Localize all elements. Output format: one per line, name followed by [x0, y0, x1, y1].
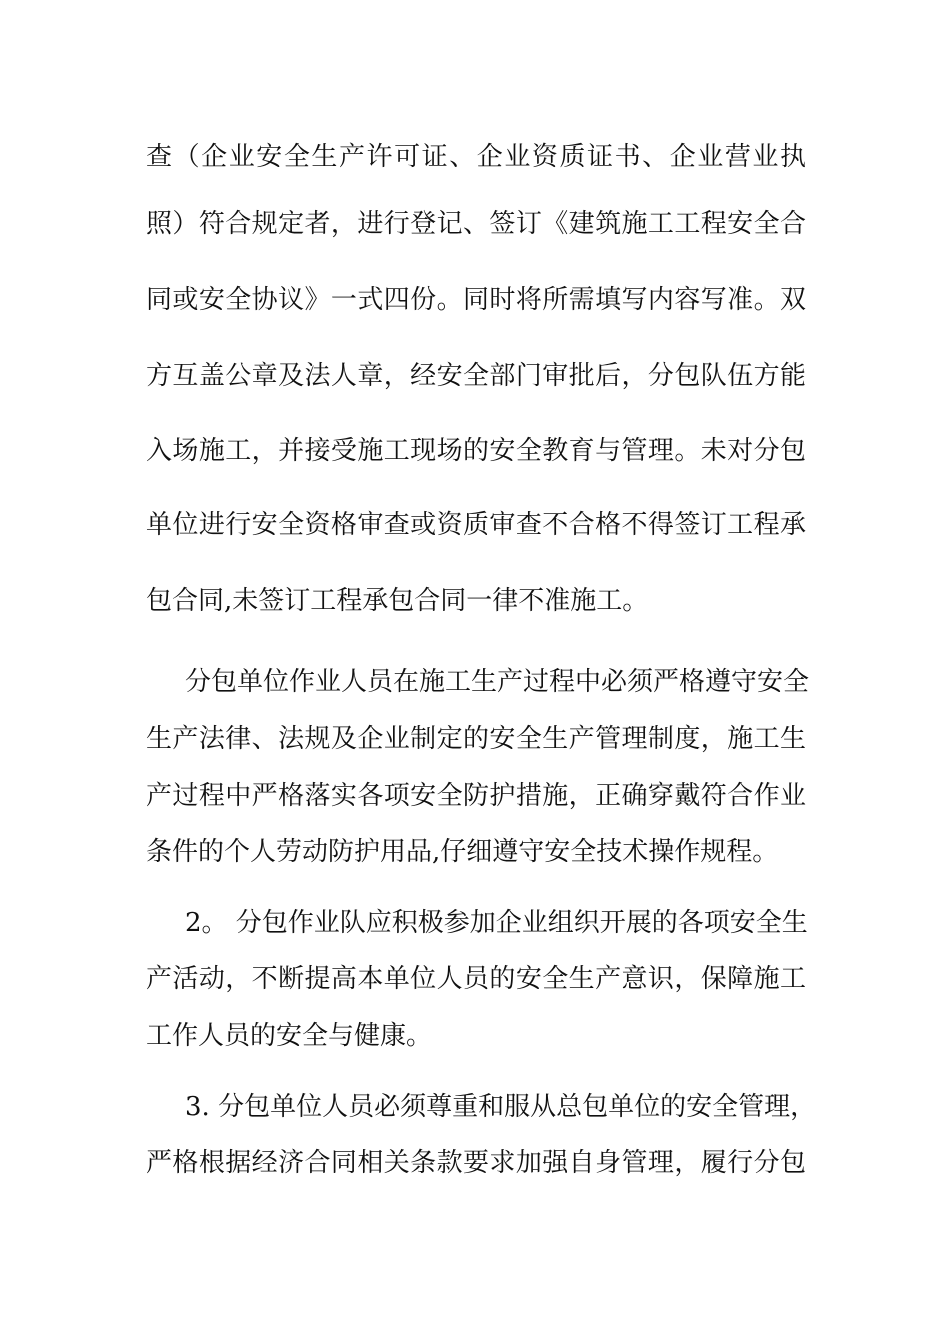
text-line: 入场施工，并接受施工现场的安全教育与管理。未对分包: [146, 436, 806, 466]
text-line: 分包单位作业人员在施工生产过程中必须严格遵守安全: [185, 667, 810, 697]
text-line: 2。 分包作业队应积极参加企业组织开展的各项安全生: [185, 908, 808, 938]
text-line: 查（企业安全生产许可证、企业资质证书、企业营业执: [146, 142, 806, 172]
text-line: 产过程中严格落实各项安全防护措施，正确穿戴符合作业: [146, 781, 806, 811]
text-line: 严格根据经济合同相关条款要求加强自身管理，履行分包: [146, 1148, 806, 1178]
text-line: 照）符合规定者，进行登记、签订《建筑施工工程安全合: [146, 209, 806, 239]
text-line: 单位进行安全资格审查或资质审查不合格不得签订工程承: [146, 510, 806, 540]
text-line: 工作人员的安全与健康。: [146, 1021, 433, 1051]
text-line: 3. 分包单位人员必须尊重和服从总包单位的安全管理，: [185, 1092, 817, 1122]
text-line: 生产法律、法规及企业制定的安全生产管理制度，施工生: [146, 724, 806, 754]
text-line: 同或安全协议》一式四份。同时将所需填写内容写准。双: [146, 285, 806, 315]
text-line: 条件的个人劳动防护用品,仔细遵守安全技术操作规程。: [146, 837, 779, 867]
text-line: 包合同,未签订工程承包合同一律不准施工。: [146, 586, 649, 616]
text-line: 方互盖公章及法人章，经安全部门审批后，分包队伍方能: [146, 361, 806, 391]
text-line: 产活动，不断提高本单位人员的安全生产意识，保障施工: [146, 964, 806, 994]
